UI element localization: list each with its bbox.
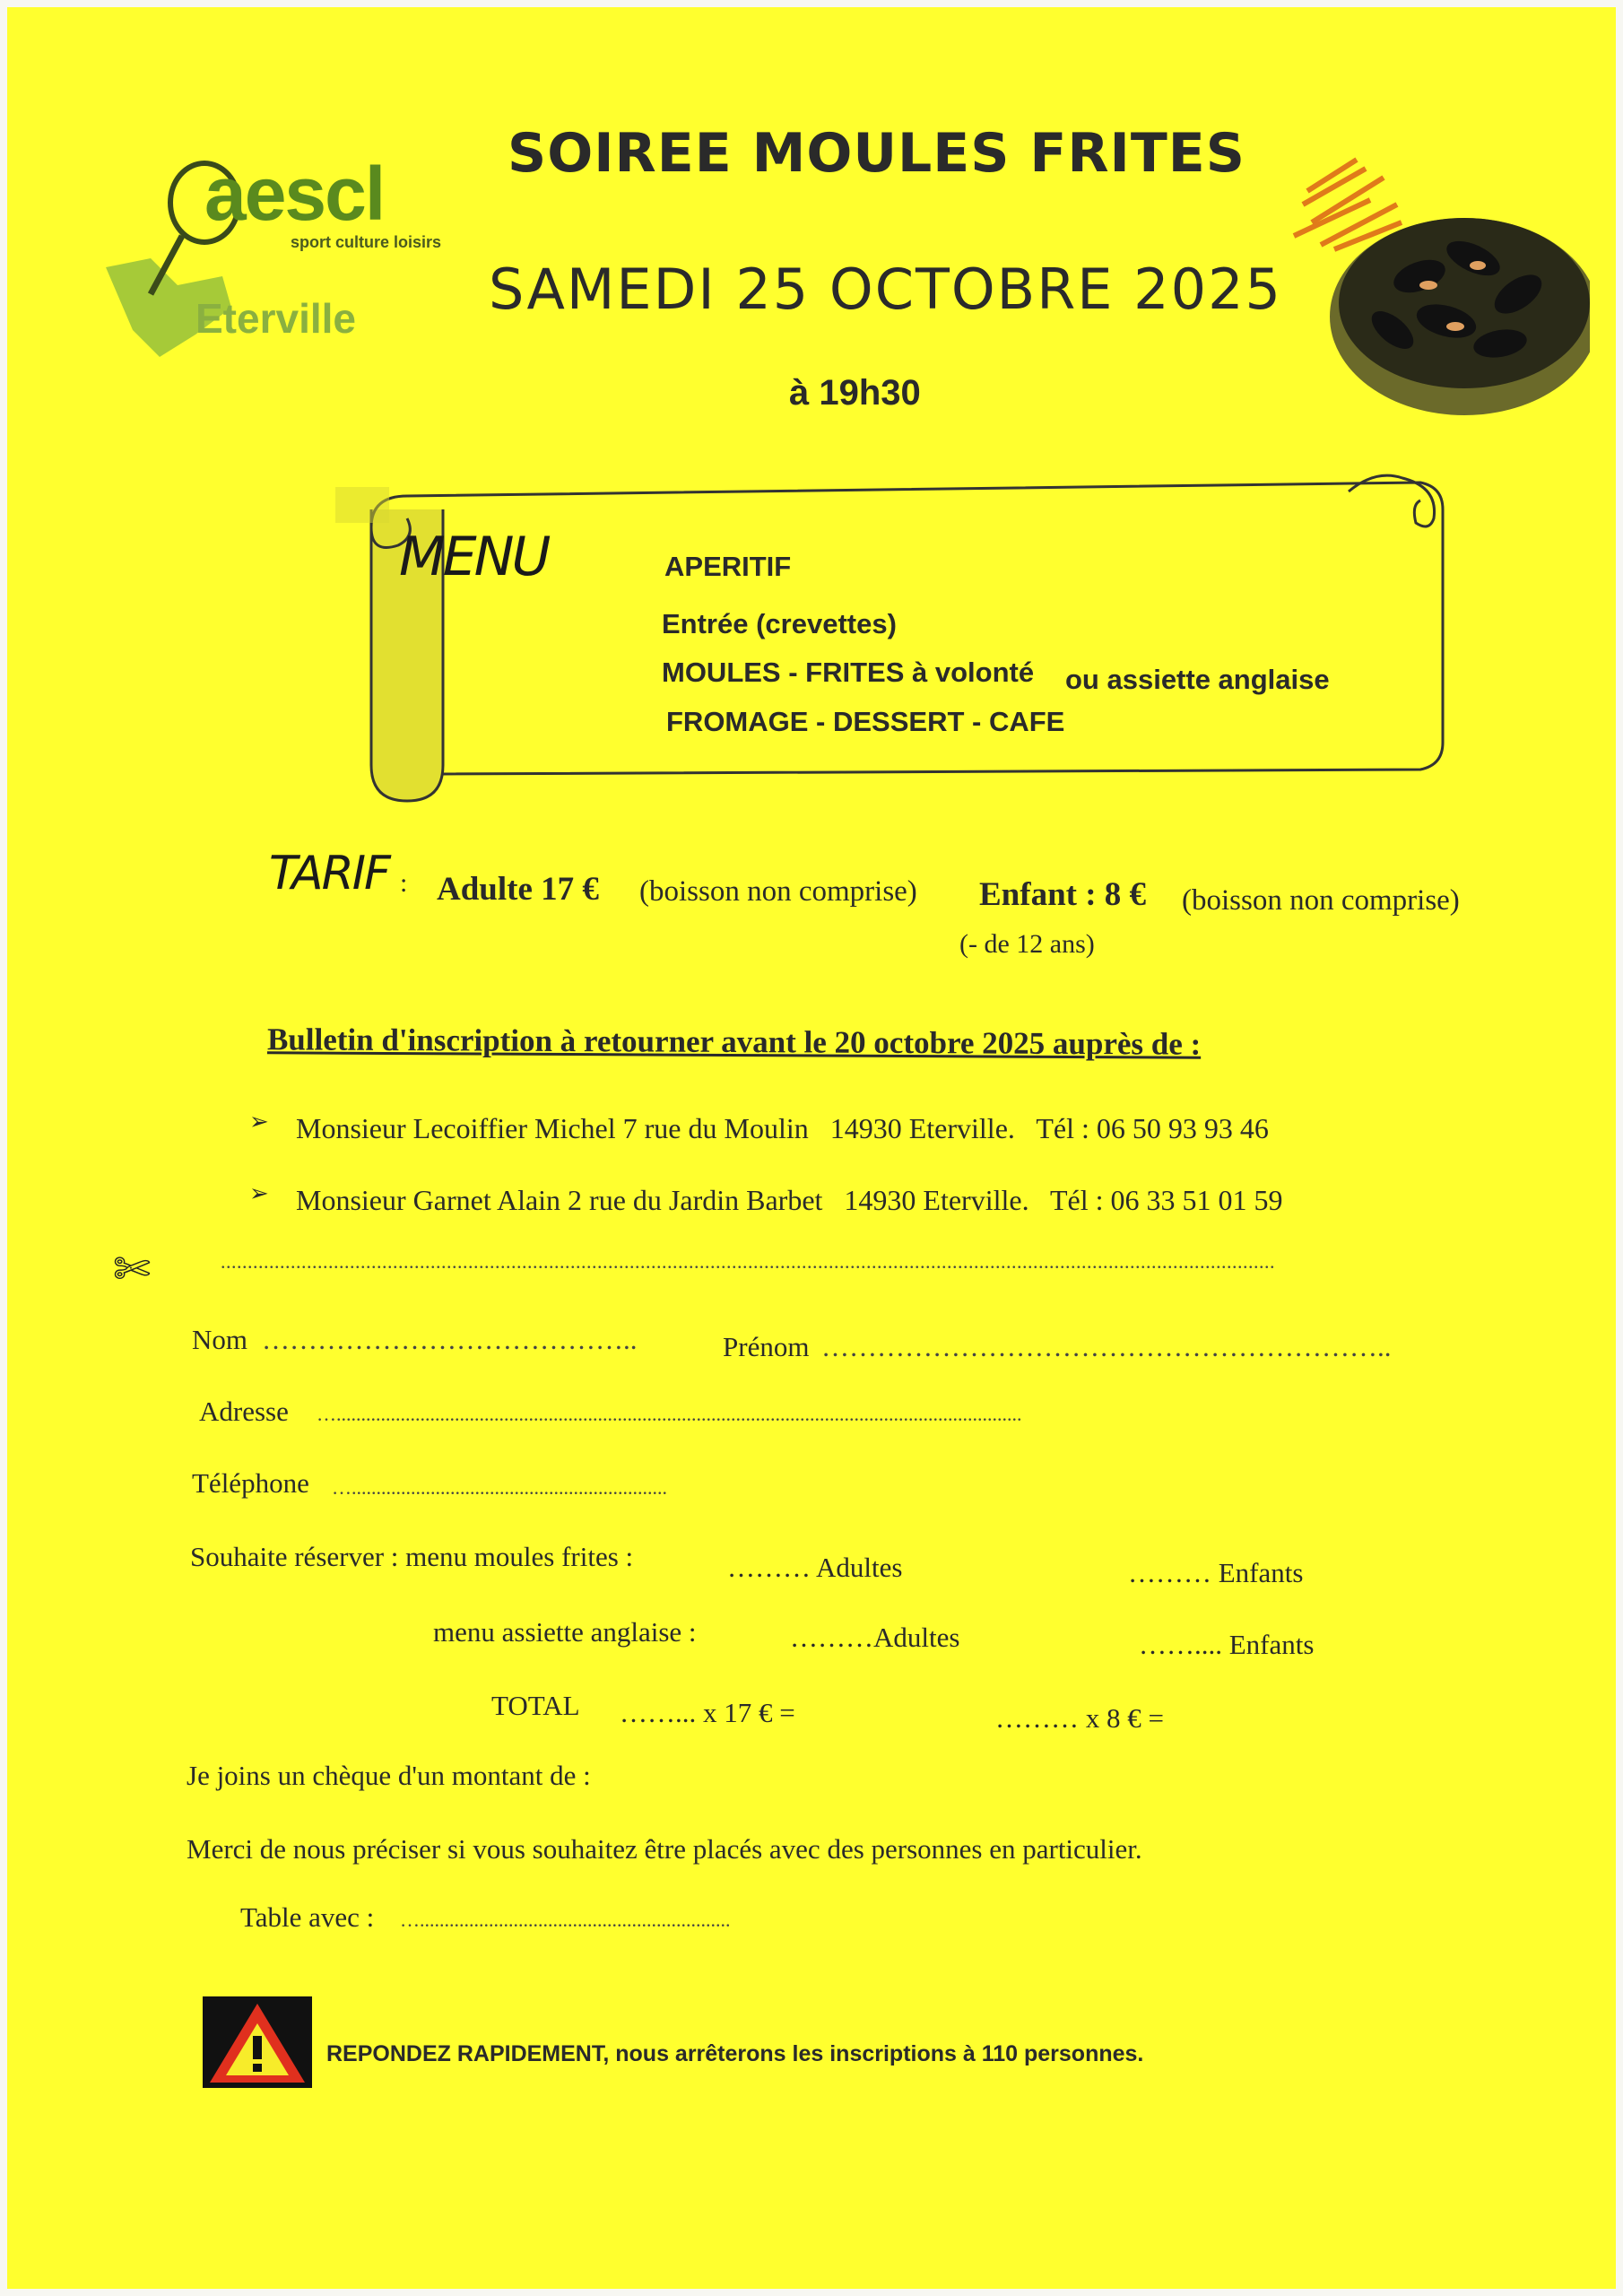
telephone-field[interactable]: …................................................................ [332,1476,667,1499]
menu-item-moules: MOULES - FRITES à volonté [662,657,1035,688]
anglaise-label: menu assiette anglaise : [433,1616,697,1648]
tarif-adult-label: Adulte 17 € [437,871,599,908]
logo-name: aescl [204,152,385,236]
contact-bullet-2: ➢ [249,1180,269,1206]
prenom-label: Prénom [723,1331,810,1362]
contact-bullet-1: ➢ [249,1109,269,1135]
table-field[interactable]: …............................................................... [400,1909,731,1931]
nom-field[interactable]: ………………………………….. [262,1324,638,1355]
total-child-field[interactable]: ……… x 8 € = [995,1702,1164,1734]
tarif-child-note: (boisson non comprise) [1182,884,1460,917]
menu-item-entree: Entrée (crevettes) [662,608,897,639]
contact-line-1: Monsieur Lecoiffier Michel 7 rue du Moulin 14930 Eterville. Tél : 06 50 93 93 46 [296,1112,1269,1144]
total-label: TOTAL [491,1690,580,1721]
nom-label: Nom [192,1324,247,1355]
logo-tagline: sport culture loisirs [291,233,442,251]
tarif-heading: TARIF [269,847,389,900]
table-label: Table avec : [240,1901,375,1933]
tarif-child-age: (- de 12 ans) [959,929,1095,959]
menu-item-fromage: FROMAGE - DESSERT - CAFE [666,706,1065,737]
event-date: SAMEDI 25 OCTOBRE 2025 [489,257,1282,322]
menu-item-alternative: ou assiette anglaise [1065,664,1330,695]
adresse-field[interactable]: …........................................................................................................................................... [317,1403,1022,1425]
total-adult-field[interactable]: ……... x 17 € = [620,1697,795,1728]
prenom-field[interactable]: …………………………………………………….. [821,1331,1392,1362]
scissors-icon: ✄ [113,1244,151,1294]
contact-line-2: Monsieur Garnet Alain 2 rue du Jardin Barbet 14930 Eterville. Tél : 06 33 51 01 59 [296,1184,1283,1216]
mussels-fries-picture [1285,151,1590,438]
tarif-separator: : [400,868,408,898]
cheque-label: Je joins un chèque d'un montant de : [187,1760,591,1791]
cut-line: .................................................................................................................................................................................................... [221,1250,1275,1273]
flyer-sheet [7,7,1616,2289]
event-time: à 19h30 [789,373,921,413]
placement-text: Merci de nous préciser si vous souhaitez être placés avec des personnes en particulier. [187,1833,1142,1865]
warning-text: REPONDEZ RAPIDEMENT, nous arrêterons les inscriptions à 110 personnes. [326,2041,1144,2066]
menu-heading: MENU [399,526,549,588]
moules-adultes-field[interactable]: ……… Adultes [727,1552,903,1583]
anglaise-enfants-field[interactable]: …….... Enfants [1139,1629,1315,1660]
logo-town: Eterville [195,295,356,342]
event-title: SOIREE MOULES FRITES [508,122,1245,185]
warning-triangle-icon [203,1996,312,2088]
adresse-label: Adresse [199,1396,289,1427]
anglaise-adultes-field[interactable]: ………Adultes [790,1622,960,1653]
menu-item-aperitif: APERITIF [664,551,792,582]
telephone-label: Téléphone [192,1467,309,1499]
tarif-child-label: Enfant : 8 € [979,876,1147,913]
bulletin-heading: Bulletin d'inscription à retourner avant le 20 octobre 2025 auprès de : [266,1022,1202,1062]
tarif-adult-note: (boisson non comprise) [639,875,917,908]
aescl-logo [97,151,473,357]
souhaite-label: Souhaite réserver : menu moules frites : [190,1541,634,1572]
moules-enfants-field[interactable]: ……… Enfants [1128,1557,1304,1588]
